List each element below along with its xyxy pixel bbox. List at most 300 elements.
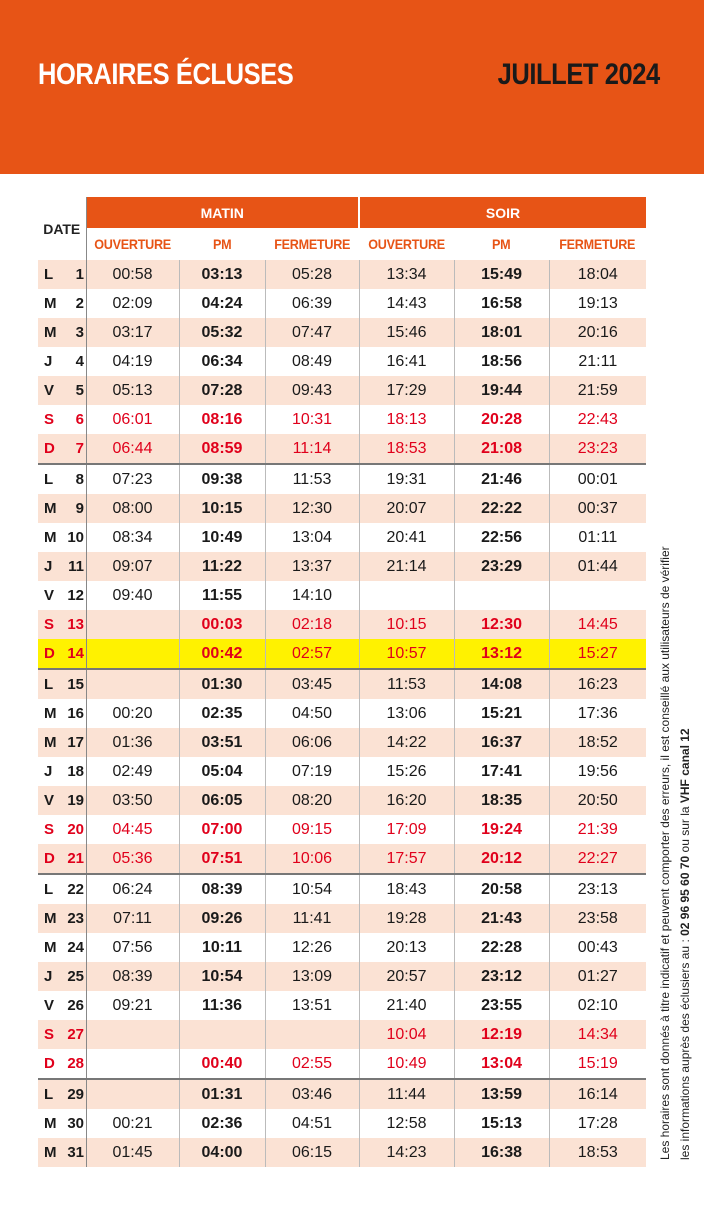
matin-pm-cell: 03:13 (179, 260, 265, 289)
date-cell (38, 610, 86, 639)
date-cell (38, 289, 86, 318)
table-row (38, 494, 646, 523)
matin-ouverture-cell: 06:24 (86, 874, 179, 904)
weekday-letter: M (44, 500, 57, 517)
page-title: HORAIRES ÉCLUSES (38, 58, 294, 91)
day-number: 5 (75, 382, 84, 399)
soir-fermeture-cell: 15:19 (577, 1054, 618, 1072)
weekday-letter: M (44, 1115, 57, 1132)
matin-pm-cell: 10:54 (179, 962, 265, 991)
matin-ouverture-header: OUVERTURE (94, 236, 172, 252)
soir-pm-cell: 19:24 (454, 815, 549, 844)
date-cell (38, 552, 86, 581)
soir-pm-cell: 18:56 (454, 347, 549, 376)
weekday-letter: M (44, 324, 57, 341)
table-row (38, 874, 646, 904)
day-number: 29 (67, 1086, 84, 1103)
soir-fermeture-cell: 02:10 (577, 996, 618, 1014)
matin-ouverture-cell (86, 669, 179, 699)
table-row (38, 434, 646, 464)
date-cell (38, 639, 86, 669)
matin-pm-cell: 08:16 (179, 405, 265, 434)
day-number: 25 (67, 968, 84, 985)
matin-ouverture-cell: 00:21 (86, 1109, 179, 1138)
soir-fermeture-cell: 16:14 (549, 1079, 646, 1109)
soir-fermeture-cell: 23:58 (549, 904, 646, 933)
matin-ouverture-cell (86, 610, 179, 639)
day-number: 9 (75, 500, 84, 517)
matin-pm-cell: 02:36 (179, 1109, 265, 1138)
soir-ouverture-cell: 10:04 (359, 1020, 454, 1049)
day-number: 30 (67, 1115, 84, 1132)
soir-fermeture-cell: 23:23 (549, 434, 646, 464)
weekday-letter: L (44, 266, 54, 283)
day-number: 8 (75, 471, 84, 488)
matin-pm-cell: 04:24 (179, 289, 265, 318)
day-number: 11 (68, 558, 84, 575)
soir-pm-cell: 23:12 (454, 962, 549, 991)
matin-fermeture-cell: 03:45 (265, 669, 359, 699)
soir-ouverture-cell: 16:20 (359, 786, 454, 815)
soir-ouverture-cell: 17:57 (359, 844, 454, 874)
soir-ouverture-cell: 18:13 (359, 405, 454, 434)
matin-ouverture-cell (86, 1079, 179, 1109)
soir-fermeture-cell: 23:13 (549, 874, 646, 904)
weekday-letter: M (44, 295, 57, 312)
weekday-letter: V (44, 587, 55, 604)
soir-pm-cell: 23:29 (454, 552, 549, 581)
matin-fermeture-cell: 11:14 (265, 434, 359, 464)
soir-pm-cell (454, 581, 549, 610)
day-number: 12 (67, 587, 84, 604)
date-cell (38, 260, 86, 289)
weekday-letter: M (44, 734, 57, 751)
soir-ouverture-cell: 15:46 (359, 318, 454, 347)
day-number: 23 (67, 910, 84, 927)
day-number: 16 (67, 705, 84, 722)
soir-pm-cell: 13:59 (454, 1079, 549, 1109)
soir-fermeture-cell: 00:01 (549, 464, 646, 494)
soir-ouverture-cell: 14:22 (359, 728, 454, 757)
matin-pm-cell: 10:49 (179, 523, 265, 552)
table-row (38, 639, 646, 669)
matin-pm-cell: 04:00 (179, 1138, 265, 1167)
matin-ouverture-cell: 03:50 (86, 786, 179, 815)
date-cell (38, 1079, 86, 1109)
soir-group-header: SOIR (359, 197, 646, 228)
soir-pm-cell: 20:12 (454, 844, 549, 874)
soir-pm-cell: 21:43 (454, 904, 549, 933)
table-row (38, 1109, 646, 1138)
table-row (38, 376, 646, 405)
soir-fermeture-cell: 20:16 (549, 318, 646, 347)
matin-fermeture-cell: 04:50 (265, 699, 359, 728)
matin-pm-cell: 00:42 (179, 639, 265, 669)
matin-ouverture-cell: 00:58 (86, 260, 179, 289)
weekday-letter: L (44, 676, 54, 693)
soir-pm-cell: 21:08 (454, 434, 549, 464)
soir-fermeture-cell: 01:27 (549, 962, 646, 991)
soir-ouverture-cell: 13:06 (359, 699, 454, 728)
soir-fermeture-cell: 22:27 (549, 844, 646, 874)
soir-pm-cell: 23:55 (454, 991, 549, 1020)
soir-ouverture-cell: 16:41 (359, 347, 454, 376)
matin-pm-cell: 03:51 (179, 728, 265, 757)
day-number: 6 (75, 411, 84, 428)
table-row (38, 699, 646, 728)
date-cell (38, 376, 86, 405)
soir-fermeture-cell: 18:53 (549, 1138, 646, 1167)
date-cell (38, 1109, 86, 1138)
date-cell (38, 757, 86, 786)
soir-ouverture-cell: 17:09 (359, 815, 454, 844)
day-number: 26 (67, 997, 84, 1014)
soir-fermeture-cell: 01:44 (549, 552, 646, 581)
weekday-letter: V (44, 382, 55, 399)
matin-fermeture-cell: 11:53 (265, 464, 359, 494)
table-row (38, 669, 646, 699)
lock-schedule-table (38, 197, 646, 1167)
date-cell (38, 933, 86, 962)
soir-ouverture-cell: 10:15 (359, 610, 454, 639)
vhf-channel: VHF canal 12 (678, 728, 692, 804)
soir-fermeture-cell: 18:52 (549, 728, 646, 757)
matin-group-header: MATIN (86, 197, 359, 228)
soir-fermeture-cell: 22:43 (577, 410, 618, 428)
date-cell (38, 494, 86, 523)
matin-fermeture-cell (265, 1020, 359, 1049)
soir-ouverture-cell (359, 581, 454, 610)
soir-pm-cell: 16:58 (454, 289, 549, 318)
table-row (38, 1079, 646, 1109)
soir-pm-cell: 16:37 (454, 728, 549, 757)
soir-fermeture-cell: 21:39 (577, 820, 618, 838)
soir-ouverture-cell: 10:49 (359, 1049, 454, 1079)
table-row (38, 260, 646, 289)
matin-pm-cell: 01:31 (179, 1079, 265, 1109)
matin-pm-cell: 06:05 (179, 786, 265, 815)
weekday-letter: L (44, 881, 54, 898)
soir-ouverture-cell: 21:40 (359, 991, 454, 1020)
weekday-letter: J (44, 968, 53, 985)
matin-ouverture-cell: 07:11 (86, 904, 179, 933)
soir-pm-cell: 17:41 (454, 757, 549, 786)
matin-pm-cell: 11:22 (179, 552, 265, 581)
day-number: 3 (75, 324, 84, 341)
date-cell (38, 786, 86, 815)
soir-ouverture-cell: 11:53 (359, 669, 454, 699)
soir-pm-cell: 16:38 (454, 1138, 549, 1167)
matin-pm-cell: 05:04 (179, 757, 265, 786)
date-cell (38, 962, 86, 991)
soir-ouverture-cell: 19:28 (359, 904, 454, 933)
date-cell (38, 523, 86, 552)
table-row (38, 1020, 646, 1049)
matin-fermeture-cell: 12:30 (265, 494, 359, 523)
soir-pm-cell: 22:28 (454, 933, 549, 962)
soir-fermeture-cell: 14:45 (549, 610, 646, 639)
disclaimer-note (655, 430, 695, 1160)
matin-ouverture-cell: 02:49 (86, 757, 179, 786)
weekday-letter: V (44, 997, 55, 1014)
soir-pm-cell: 20:28 (454, 405, 549, 434)
weekday-letter: M (44, 910, 57, 927)
matin-fermeture-header: FERMETURE (274, 236, 350, 252)
soir-pm-cell: 15:13 (454, 1109, 549, 1138)
matin-ouverture-cell (86, 1049, 179, 1079)
day-number: 2 (75, 295, 84, 312)
matin-ouverture-cell: 06:01 (86, 405, 179, 434)
matin-pm-cell: 00:03 (179, 610, 265, 639)
day-number: 17 (67, 734, 84, 751)
disclaimer-line-2: les informations auprès des éclusiers au : 02 96 95 60 70 ou sur la VHF canal 12 (678, 728, 692, 1160)
soir-pm-cell: 15:49 (454, 260, 549, 289)
date-cell (38, 815, 86, 844)
matin-ouverture-cell: 09:40 (86, 581, 179, 610)
matin-pm-cell: 10:11 (179, 933, 265, 962)
matin-pm-cell: 05:32 (179, 318, 265, 347)
soir-fermeture-cell: 18:04 (549, 260, 646, 289)
soir-fermeture-cell: 00:43 (577, 938, 618, 956)
phone-number: 02 96 95 60 70 (678, 855, 692, 936)
weekday-letter: D (44, 440, 55, 457)
weekday-letter: L (44, 471, 54, 488)
soir-ouverture-header: OUVERTURE (368, 236, 445, 252)
matin-pm-cell: 10:15 (179, 494, 265, 523)
soir-fermeture-cell: 15:27 (549, 639, 646, 669)
matin-pm-cell: 02:35 (179, 699, 265, 728)
matin-fermeture-cell: 13:51 (265, 991, 359, 1020)
matin-pm-cell: 08:39 (179, 874, 265, 904)
table-row (38, 991, 646, 1020)
matin-pm-cell: 09:38 (179, 464, 265, 494)
soir-pm-cell: 21:46 (454, 464, 549, 494)
table-row (38, 1049, 646, 1079)
matin-pm-cell: 11:36 (179, 991, 265, 1020)
matin-ouverture-cell: 08:00 (86, 494, 179, 523)
matin-fermeture-cell: 08:49 (265, 347, 359, 376)
matin-fermeture-cell: 02:55 (265, 1049, 359, 1079)
matin-ouverture-cell (86, 639, 179, 669)
soir-fermeture-cell: 20:50 (549, 786, 646, 815)
table-row (38, 904, 646, 933)
weekday-letter: S (44, 1026, 55, 1043)
matin-ouverture-cell: 03:17 (86, 318, 179, 347)
matin-fermeture-cell: 06:15 (265, 1138, 359, 1167)
table-row (38, 552, 646, 581)
matin-ouverture-cell: 07:56 (86, 933, 179, 962)
matin-pm-cell: 07:51 (179, 844, 265, 874)
soir-pm-cell: 19:44 (454, 376, 549, 405)
matin-pm-cell: 07:28 (179, 376, 265, 405)
date-cell (38, 699, 86, 728)
table-row (38, 757, 646, 786)
date-cell (38, 991, 86, 1020)
weekday-letter: M (44, 1144, 57, 1161)
soir-ouverture-cell: 15:26 (359, 757, 454, 786)
soir-pm-cell: 22:22 (454, 494, 549, 523)
weekday-letter: J (44, 763, 53, 780)
date-cell (38, 1138, 86, 1167)
soir-fermeture-cell: 19:56 (577, 762, 618, 780)
soir-fermeture-cell: 14:34 (549, 1020, 646, 1049)
table-row (38, 581, 646, 610)
table-row (38, 933, 646, 962)
matin-ouverture-cell: 08:39 (86, 962, 179, 991)
matin-ouverture-cell: 00:20 (86, 699, 179, 728)
soir-pm-cell: 13:12 (454, 639, 549, 669)
matin-ouverture-cell: 01:36 (86, 728, 179, 757)
soir-ouverture-cell: 20:57 (359, 962, 454, 991)
matin-ouverture-cell: 05:36 (86, 844, 179, 874)
date-cell (38, 318, 86, 347)
table-row (38, 405, 646, 434)
matin-pm-cell: 01:30 (179, 669, 265, 699)
day-number: 10 (67, 529, 84, 546)
table-row (38, 289, 646, 318)
weekday-letter: M (44, 939, 57, 956)
soir-ouverture-cell: 13:34 (359, 260, 454, 289)
date-cell (38, 347, 86, 376)
matin-fermeture-cell: 02:57 (265, 639, 359, 669)
matin-ouverture-cell: 02:09 (86, 289, 179, 318)
matin-fermeture-cell: 07:47 (265, 318, 359, 347)
day-number: 22 (67, 881, 84, 898)
matin-pm-cell: 07:00 (179, 815, 265, 844)
soir-ouverture-cell: 20:13 (359, 933, 454, 962)
soir-ouverture-cell: 12:58 (359, 1109, 454, 1138)
date-cell (38, 1049, 86, 1079)
matin-fermeture-cell: 06:39 (265, 289, 359, 318)
matin-pm-cell: 00:40 (179, 1049, 265, 1079)
soir-pm-cell: 13:04 (454, 1049, 549, 1079)
matin-ouverture-cell: 08:34 (86, 523, 179, 552)
day-number: 4 (75, 353, 84, 370)
weekday-letter: L (44, 1086, 54, 1103)
matin-pm-cell: 09:26 (179, 904, 265, 933)
disclaimer-line-1: Les horaires sont donnés à titre indicatif et peuvent comporter des erreurs, il est conseillé aux utilisateurs de vérifier (658, 546, 672, 1160)
matin-ouverture-cell: 06:44 (86, 434, 179, 464)
matin-fermeture-cell: 08:20 (265, 786, 359, 815)
day-number: 20 (67, 821, 84, 838)
matin-fermeture-cell: 07:19 (265, 757, 359, 786)
weekday-letter: J (44, 558, 53, 575)
matin-pm-cell (179, 1020, 265, 1049)
soir-fermeture-cell: 19:13 (577, 294, 618, 312)
soir-ouverture-cell: 20:07 (359, 494, 454, 523)
matin-fermeture-cell: 12:26 (265, 933, 359, 962)
table-row (38, 815, 646, 844)
soir-fermeture-cell: 17:28 (577, 1114, 618, 1132)
day-number: 14 (67, 645, 84, 662)
soir-ouverture-cell: 18:43 (359, 874, 454, 904)
soir-pm-cell: 18:01 (454, 318, 549, 347)
table-row (38, 318, 646, 347)
table-row (38, 1138, 646, 1167)
soir-fermeture-cell (549, 581, 646, 610)
matin-fermeture-cell: 06:06 (265, 728, 359, 757)
weekday-letter: M (44, 529, 57, 546)
soir-pm-cell: 15:21 (454, 699, 549, 728)
matin-fermeture-cell: 13:37 (265, 552, 359, 581)
matin-fermeture-cell: 09:43 (265, 376, 359, 405)
day-number: 19 (67, 792, 84, 809)
day-number: 27 (67, 1026, 84, 1043)
table-row (38, 523, 646, 552)
date-cell (38, 669, 86, 699)
soir-fermeture-cell: 01:11 (578, 528, 618, 546)
matin-fermeture-cell: 04:51 (265, 1109, 359, 1138)
soir-ouverture-cell: 11:44 (359, 1079, 454, 1109)
soir-ouverture-cell: 19:31 (359, 464, 454, 494)
weekday-letter: S (44, 616, 55, 633)
soir-pm-cell: 14:08 (454, 669, 549, 699)
soir-fermeture-cell: 21:59 (549, 376, 646, 405)
matin-ouverture-cell: 07:23 (86, 464, 179, 494)
soir-fermeture-cell: 16:23 (549, 669, 646, 699)
soir-ouverture-cell: 21:14 (359, 552, 454, 581)
soir-pm-cell: 12:30 (454, 610, 549, 639)
matin-ouverture-cell: 01:45 (86, 1138, 179, 1167)
day-number: 15 (67, 676, 84, 693)
table-row (38, 844, 646, 874)
day-number: 13 (67, 616, 84, 633)
date-cell (38, 434, 86, 464)
day-number: 1 (75, 266, 84, 283)
soir-ouverture-cell: 14:23 (359, 1138, 454, 1167)
date-cell (38, 844, 86, 874)
day-number: 21 (67, 850, 84, 867)
soir-ouverture-cell: 18:53 (359, 434, 454, 464)
soir-ouverture-cell: 14:43 (359, 289, 454, 318)
date-cell (38, 1020, 86, 1049)
weekday-letter: D (44, 850, 55, 867)
weekday-letter: J (44, 353, 53, 370)
matin-fermeture-cell: 10:06 (265, 844, 359, 874)
table-row (38, 347, 646, 376)
weekday-letter: M (44, 705, 57, 722)
matin-pm-cell: 06:34 (179, 347, 265, 376)
matin-fermeture-cell: 05:28 (265, 260, 359, 289)
matin-fermeture-cell: 13:09 (265, 962, 359, 991)
matin-fermeture-cell: 02:18 (265, 610, 359, 639)
matin-ouverture-cell: 05:13 (86, 376, 179, 405)
soir-pm-cell: 20:58 (454, 874, 549, 904)
soir-pm-header: PM (492, 236, 511, 252)
matin-ouverture-cell: 09:07 (86, 552, 179, 581)
matin-pm-cell: 08:59 (179, 434, 265, 464)
weekday-letter: D (44, 645, 55, 662)
matin-ouverture-cell (86, 1020, 179, 1049)
matin-ouverture-cell: 09:21 (86, 991, 179, 1020)
matin-ouverture-cell: 04:19 (86, 347, 179, 376)
day-number: 31 (67, 1144, 84, 1161)
soir-ouverture-cell: 17:29 (359, 376, 454, 405)
table-row (38, 728, 646, 757)
table-row (38, 786, 646, 815)
month-label: JUILLET 2024 (497, 58, 660, 91)
matin-fermeture-cell: 14:10 (265, 581, 359, 610)
matin-fermeture-cell: 13:04 (265, 523, 359, 552)
matin-pm-cell: 11:55 (179, 581, 265, 610)
day-number: 24 (67, 939, 84, 956)
soir-ouverture-cell: 10:57 (359, 639, 454, 669)
date-cell (38, 581, 86, 610)
matin-fermeture-cell: 10:54 (265, 874, 359, 904)
matin-fermeture-cell: 11:41 (265, 904, 359, 933)
day-number: 18 (67, 763, 84, 780)
day-number: 28 (67, 1055, 84, 1072)
